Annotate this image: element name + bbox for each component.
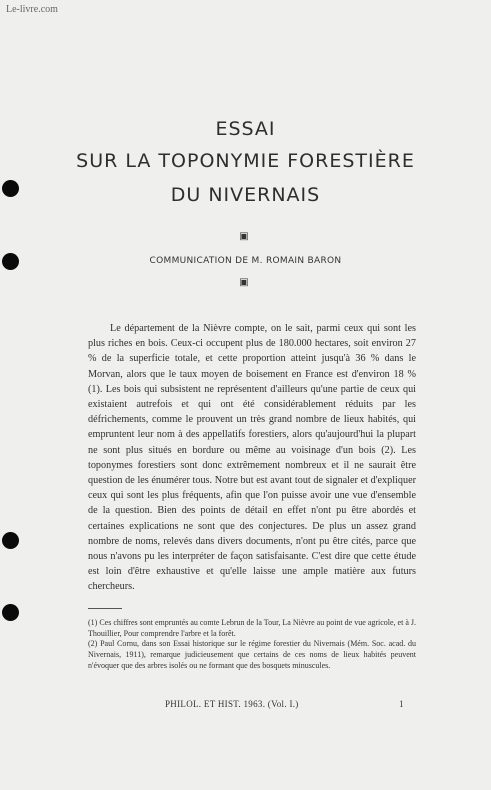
footnote-2: (2) Paul Cornu, dans son Essai historique sur le régime forestier du Nivernais (Mém. Soc. acad. du Nivernais, 1911), remarque judicieusement que certains de ces noms de lieux habités peuvent n'évoquer que des arbres isolés ou ne formant que des bosquets minuscules. [88, 639, 416, 670]
title-line-3: DU NIVERNAIS [170, 184, 321, 206]
watermark: Le-livre.com [6, 4, 58, 15]
page-number: 1 [399, 699, 404, 709]
title-line-2: SUR LA TOPONYMIE FORESTIÈRE [76, 150, 415, 172]
communication-byline: COMMUNICATION DE M. ROMAIN BARON [149, 256, 342, 266]
footnote-1: (1) Ces chiffres sont empruntés au comte Lebrun de la Tour, La Nièvre au point de vue agricole, et à J. Thouillier, Pour comprendre l'arbre et la forêt. [88, 618, 416, 638]
ornament-top: ▣ [239, 231, 249, 242]
ornament-bottom: ▣ [239, 277, 249, 288]
body-text [88, 321, 416, 595]
binder-hole-3 [2, 532, 19, 549]
journal-reference: PHILOL. ET HIST. 1963. (Vol. I.) [165, 699, 299, 709]
footnote-separator [88, 608, 122, 609]
title-line-1: ESSAI [215, 118, 276, 140]
binder-hole-4 [2, 604, 19, 621]
body-paragraph: Le département de la Nièvre compte, on le sait, parmi ceux qui sont les plus riches en bois. Ceux-ci occupent plus de 180.000 hectares, soit environ 27 % de la superficie totale, et cette proportion atteint jusqu'à 36 % dans le Morvan, alors que le taux moyen de boisement en France est d'environ 18 % (1). Les bois qui subsistent ne représentent d'ailleurs qu'une partie de ceux qui existaient autrefois et qui ont été considérablement réduits par les défrichements, comme le prouvent un très grand nombre de lieux habités, qui empruntent leur nom à des appellatifs forestiers, alors qu'aujourd'hui la plupart ne sont plus situés en bordure ou même au voisinage d'un bois (2). Les toponymes forestiers sont donc extrêmement nombreux et il ne saurait être question de les énumérer tous. Notre but est avant tout de signaler et d'expliquer ceux qui sont les plus fréquents, afin que l'on puisse avoir une vue d'ensemble de la question. Bien des points de détail en effet n'ont pu être abordés et certaines explications ne sont que des conjectures. De plus un assez grand nombre de noms, relevés dans divers documents, n'ont pu être cités, parce que nous n'avons pu les interpréter de façon satisfaisante. C'est dire que cette étude est loin d'être exhaustive et qu'elle laisse une ample matière aux futurs chercheurs. [88, 323, 416, 593]
